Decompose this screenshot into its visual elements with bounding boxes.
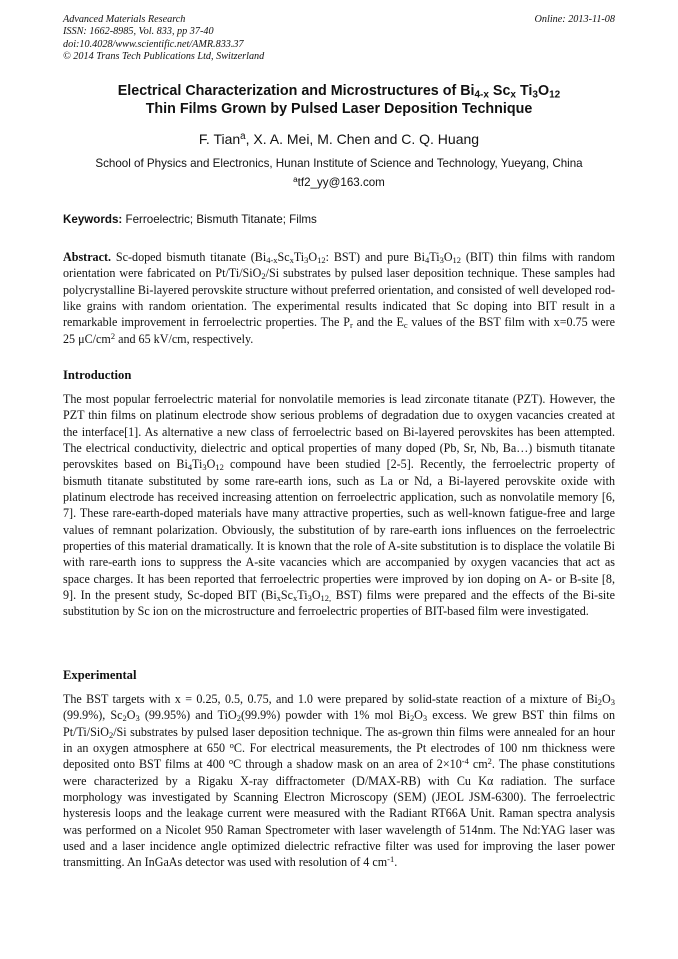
introduction-paragraph: The most popular ferroelectric material for nonvolatile memories is lead zirconate titanate (PZT). However, the PZT thin films on platinum electrode show serious problems of degradation due to oxygen vacancies created at the interface[1]. As alternative a new class of ferroelectric based on Bi-layered perovskites has been attempted. The electrical conductivity, dielectric and optical properties of many doped (Pb, Sr, Nb, Ba…) bismuth titanate perovskites based on $Bi_4Ti_3O_{12}$ compound have been studied [2-5]. Recently, the ferroelectric property of bismuth titanate substituted by some rare-earth ions, such as La or Nd, a Bi-layered perovskite oxide with platinum electrode has received increasing attention on ferroelectric application, such as nonvolatile memory [6, 7]. These rare-earth-doped materials have many attractive properties, such as well-known fatigue-free and large values of remnant polarization. Obviously, the substitution of by rare-earth ions influences on the ferroelectric properties of this material dramatically. It is known that the role of A-site substitution is to displace the volatile Bi with rare-earth ions to suppress the A-site vacancies which are accompanied by oxygen vacancies that act as space charges. It has been reported that ferroelectric properties were improved by ion doping on A- or B-site [8, 9]. In the present study, Sc-doped BIT ($Bi_xSc_xTi_3O_{12,}$ BST) films were prepared and the effects of the Bi-site substitution by Sc ion on the microstructure and ferroelectric properties of BIT-based film were investigated. [63, 392, 616, 619]
abstract-label: Abstract. [63, 250, 112, 264]
experimental-paragraph: The BST targets with x = 0.25, 0.5, 0.75, and 1.0 were prepared by solid-state reaction of a mixture of $Bi_2O_3$ (99.9%), $Sc_2O_3$ (99.95%) and TiO$_2$(99.9%) powder with 1% mol $Bi_2O_3$ excess. We grew BST thin films on Pt/Ti/SiO$_2$/Si substrates by pulsed laser deposition technique. The as-grown thin films were annealed for an hour in an oxygen atmosphere at 650 $^o$C. For electrical measurements, the Pt electrodes of 100 nm thickness were deposited onto BST films at 400 $^o$C through a shadow mask on an area of $2\times 10^{-4}$ $cm^2$. The phase constitutions were characterized by a Rigaku X-ray diffractometer (D/MAX-RB) with Cu Kα radiation. The surface morphology was investigated by Scanning Electron Microscopy (SEM) (JEOL JSM-6300). The ferroelectric hysteresis loops and the leakage current were measured with the Radiant RT66A Unit. Raman spectra analysis was performed on a Nicolet 950 Raman Spectrometer with laser wavelength of 514nm. The Nd:YAG laser was used and a laser incidence angle optimized dielectric refractive filter was used for improving the laser power transmitting. An InGaAs detector was used with resolution of 4 $cm^{-1}$. [63, 692, 616, 870]
keywords-label: Keywords: [63, 213, 123, 226]
online-date: Online: 2013-11-08 [534, 14, 615, 25]
abstract-paragraph: Abstract. Sc-doped bismuth titanate ($Bi_{4-x}Sc_xTi_3O_{12}$: BST) and pure $Bi_4Ti_3O_{12}$ (BIT) thin films with random orientation were fabricated on Pt/Ti/SiO$_2$/Si substrates by pulsed laser deposition technique. These samples had polycrystalline Bi-layered perovskite structure without preferred orientation, and consisted of well developed rod-like grains with random orientation. The experimental results indicated that Sc doping into BIT result in a remarkable improvement in ferroelectric properties. The $P_r$ and the $E_c$ values of the BST film with x=0.75 were 25 $\mu C/cm^2$ and 65 kV/cm, respectively. [63, 250, 616, 346]
authors: F. Tian$^a$, X. A. Mei, M. Chen and C. Q. Huang [198, 131, 480, 147]
section-heading-introduction: Introduction [63, 368, 132, 382]
section-heading-experimental: Experimental [63, 668, 137, 682]
copyright-line: © 2014 Trans Tech Publications Ltd, Switzerland [63, 51, 265, 63]
journal-header [63, 14, 615, 64]
keywords: Keywords: Ferroelectric; Bismuth Titanate; Films [63, 213, 317, 226]
journal-name: Advanced Materials Research [63, 14, 186, 25]
doi-line: doi:10.4028/www.scientific.net/AMR.833.37 [63, 38, 244, 50]
issn-line: ISSN: 1662-8985, Vol. 833, pp 37-40 [63, 26, 214, 38]
paper-title: Electrical Characterization and Microstructures of $Bi_{4-x}$ $Sc_x$ $Ti_3O_{12}$ Thin Films Grown by Pulsed Laser Deposition Technique [117, 83, 561, 117]
affiliation: School of Physics and Electronics, Hunan Institute of Science and Technology, Yueyang, China [95, 157, 583, 170]
author-email: $^a$tf2_yy@163.com [293, 174, 385, 189]
